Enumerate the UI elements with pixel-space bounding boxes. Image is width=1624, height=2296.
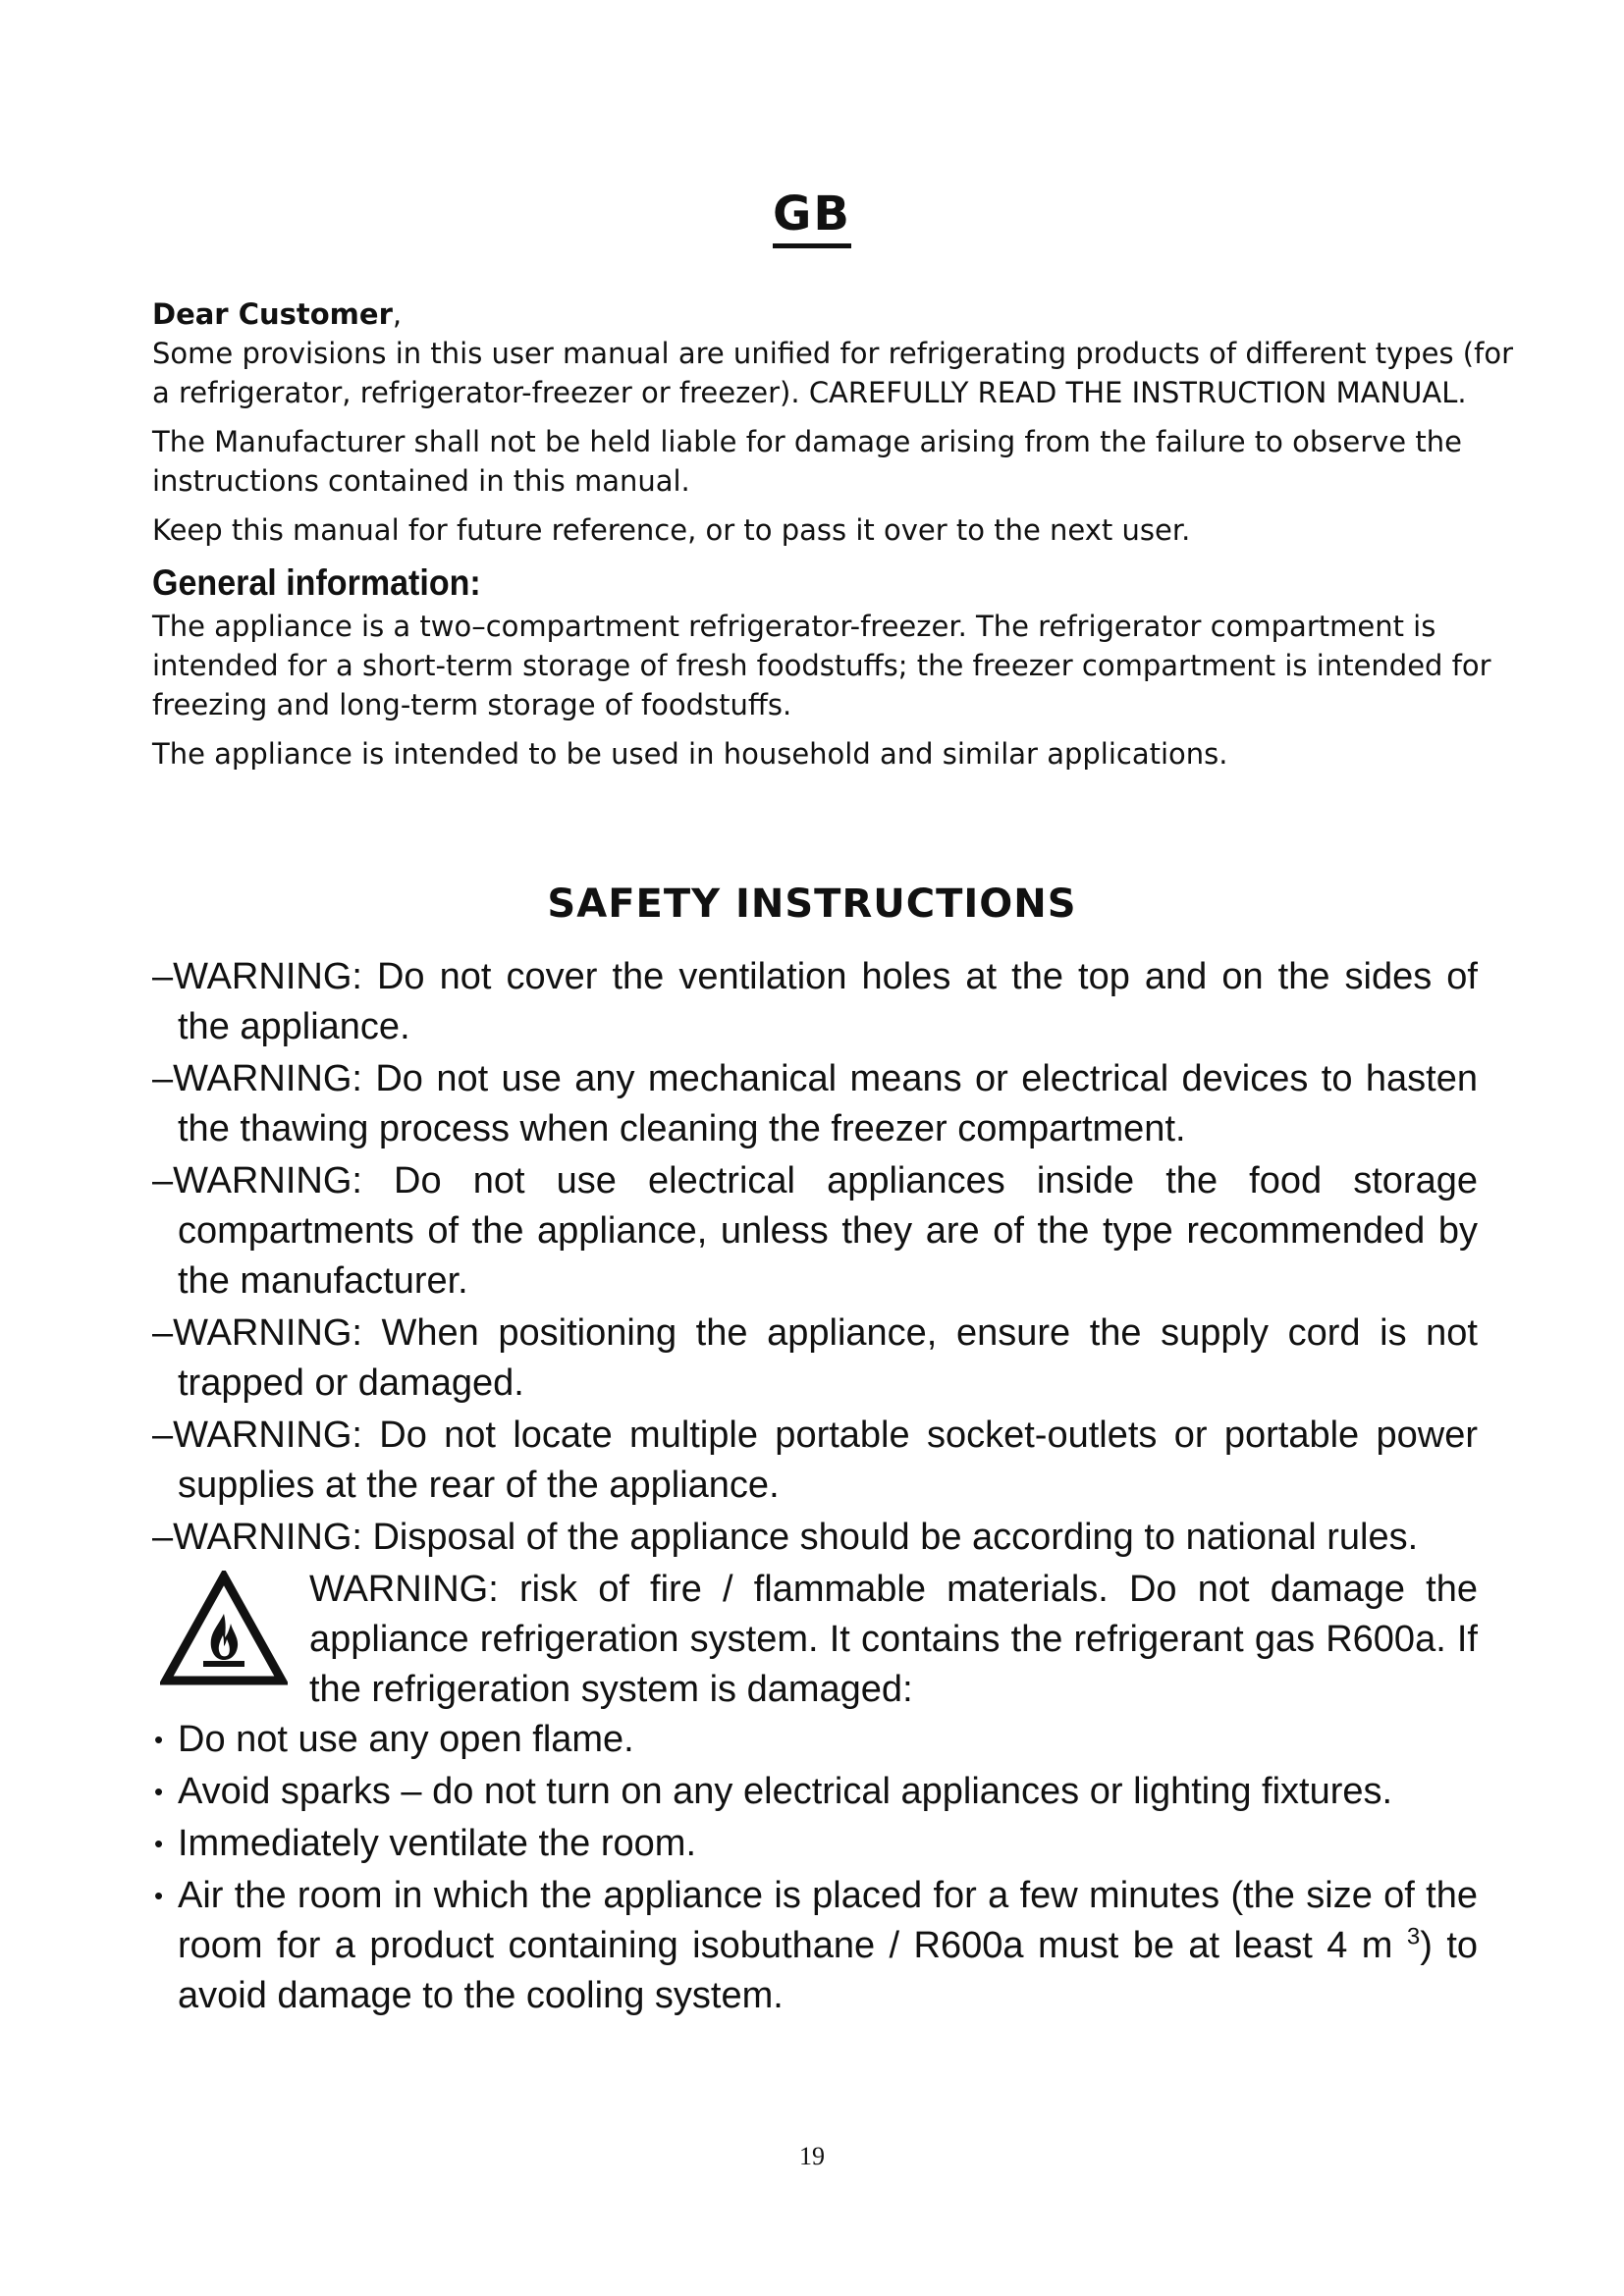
- safety-instructions-heading: SAFETY INSTRUCTIONS: [547, 881, 1077, 927]
- flammable-warning-icon: [160, 1571, 288, 1688]
- list-item: [152, 1871, 1478, 2021]
- intro-paragraph-1: Some provisions in this user manual are unified for refrigerating products of different types (for a refrigerator, refrigerator-freezer or freezer). CAREFULLY READ THE INSTRUCTION MANUAL.: [152, 337, 1513, 409]
- warning-item: –WARNING: When positioning the appliance, ensure the supply cord is not trapped or damaged.: [152, 1312, 1478, 1404]
- greeting: [152, 294, 1522, 412]
- general-information-heading: General information:: [152, 562, 481, 603]
- warning-item: –WARNING: Do not use any mechanical means or electrical devices to hasten the thawing process when cleaning the freezer compartment.: [152, 1058, 1478, 1149]
- flammable-warning: [152, 1565, 1478, 1715]
- safety-instructions-section: [152, 952, 1478, 2023]
- list-item: • Do not use any open flame.: [152, 1715, 1478, 1765]
- warning-item: –WARNING: Do not cover the ventilation holes at the top and on the sides of the appliance.: [152, 956, 1478, 1047]
- greeting-suffix: ,: [392, 297, 403, 331]
- language-code: GB: [773, 187, 851, 248]
- language-heading: [0, 187, 1624, 241]
- intro-paragraph-2: The Manufacturer shall not be held liable for damage arising from the failure to observe the instructions contained in this manual.: [152, 425, 1462, 498]
- general-paragraph-1: The appliance is a two–compartment refrigerator-freezer. The refrigerator compartment is intended for a short-term storage of fresh foodstuffs; the freezer compartment is intended for freezing and long-term storage of foodstuffs.: [152, 610, 1491, 721]
- room-size-text-start: Air the room in which the appliance is placed for a few minutes (the size of the room for a product containing isobuthane / R600a must be at least 4 m: [178, 1875, 1478, 1966]
- intro-paragraph-3: Keep this manual for future reference, or to pass it over to the next user.: [152, 513, 1191, 547]
- warning-item: –WARNING: Disposal of the appliance should be according to national rules.: [152, 1517, 1419, 1558]
- cubic-superscript: 3: [1406, 1923, 1421, 1950]
- list-item: • Avoid sparks – do not turn on any electrical appliances or lighting fixtures.: [152, 1767, 1478, 1817]
- intro-section: [152, 294, 1522, 783]
- general-information-section: [152, 563, 1522, 774]
- warning-item: –WARNING: Do not locate multiple portable socket-outlets or portable power supplies at the rear of the appliance.: [152, 1415, 1478, 1506]
- page-number: 19: [799, 2142, 825, 2170]
- general-paragraph-2: The appliance is intended to be used in household and similar applications.: [152, 737, 1228, 771]
- room-size-text-end: ) to avoid damage to the cooling system.: [178, 1925, 1479, 2016]
- warning-item: –WARNING: Do not use electrical appliances inside the food storage compartments of the appliance, unless they are of the type recommended by the manufacturer.: [152, 1160, 1478, 1302]
- damage-actions-list: [152, 1715, 1478, 2021]
- greeting-bold: Dear Customer: [152, 297, 393, 331]
- flammable-warning-text: WARNING: risk of fire / flammable materials. Do not damage the appliance refrigeration system. It contains the refrigerant gas R600a. If the refrigeration system is damaged:: [309, 1569, 1478, 1710]
- list-item: • Immediately ventilate the room.: [152, 1819, 1478, 1869]
